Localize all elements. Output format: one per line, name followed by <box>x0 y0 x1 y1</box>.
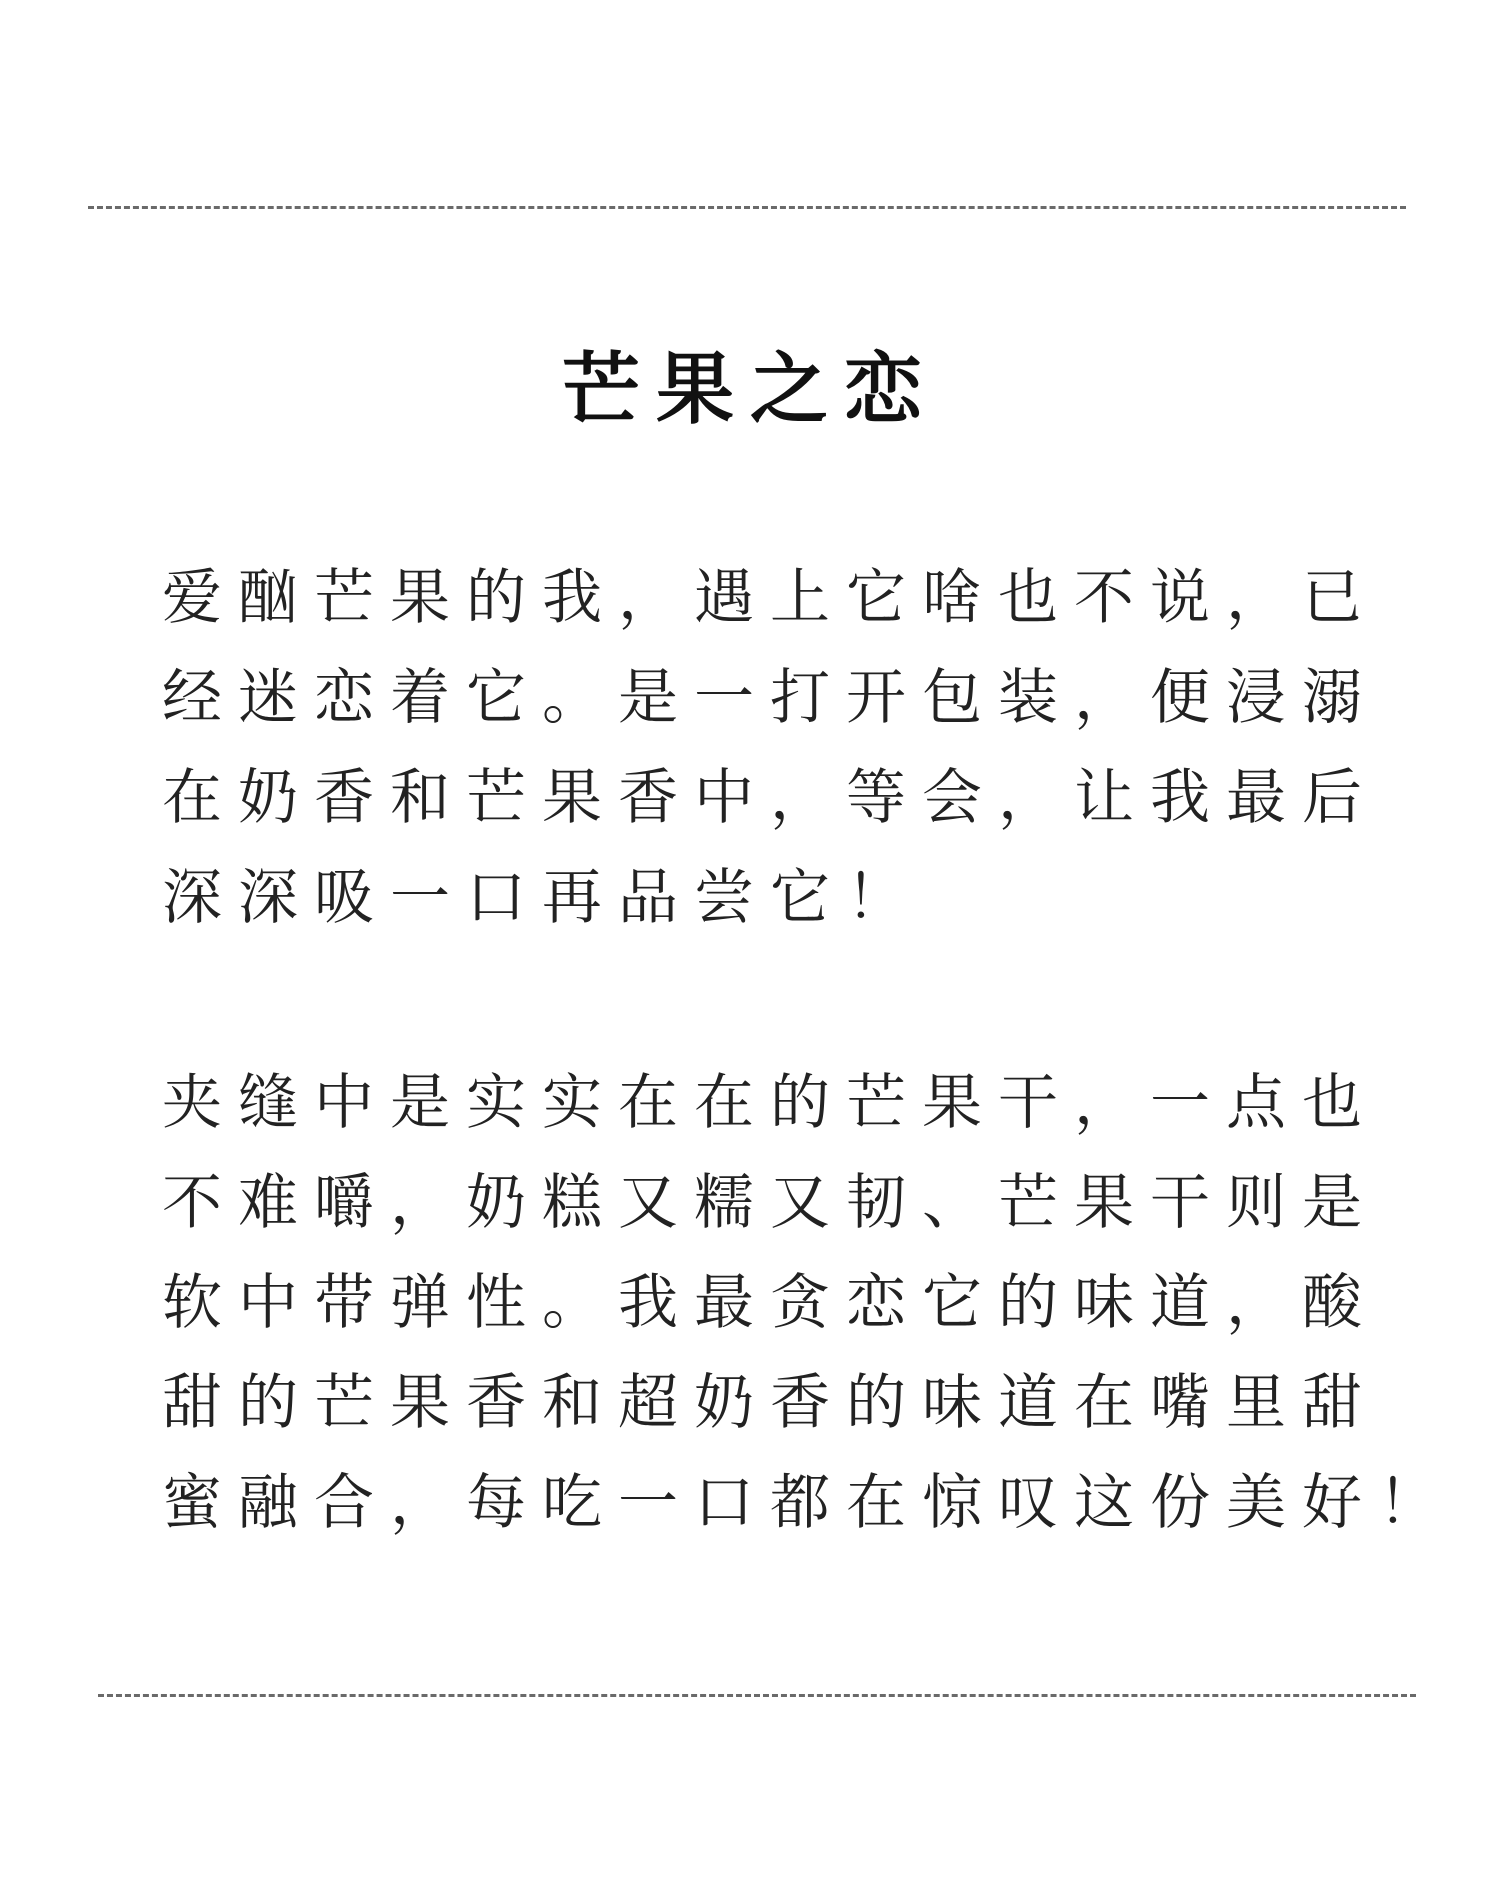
article-title: 芒果之恋 <box>561 345 938 435</box>
paragraph-line: 蜜融合，每吃一口都在惊叹这份美好！ <box>162 1468 1454 1538</box>
paragraph-line: 爱酗芒果的我，遇上它啥也不说，已 <box>162 563 1378 633</box>
top-dashed-divider <box>88 206 1406 209</box>
paragraph-1 <box>162 548 1378 948</box>
paragraph-line: 夹缝中是实实在在的芒果干，一点也 <box>162 1068 1378 1138</box>
paragraph-line: 软中带弹性。我最贪恋它的味道，酸 <box>162 1268 1378 1338</box>
paragraph-line: 深深吸一口再品尝它！ <box>162 863 922 933</box>
paragraph-2 <box>162 1053 1454 1553</box>
paragraph-line: 甜的芒果香和超奶香的味道在嘴里甜 <box>162 1368 1378 1438</box>
paragraph-line: 不难嚼，奶糕又糯又韧、芒果干则是 <box>162 1168 1378 1238</box>
paragraph-line: 在奶香和芒果香中，等会，让我最后 <box>162 763 1378 833</box>
bottom-dashed-divider <box>98 1694 1416 1697</box>
paragraph-line: 经迷恋着它。是一打开包装，便浸溺 <box>162 663 1378 733</box>
